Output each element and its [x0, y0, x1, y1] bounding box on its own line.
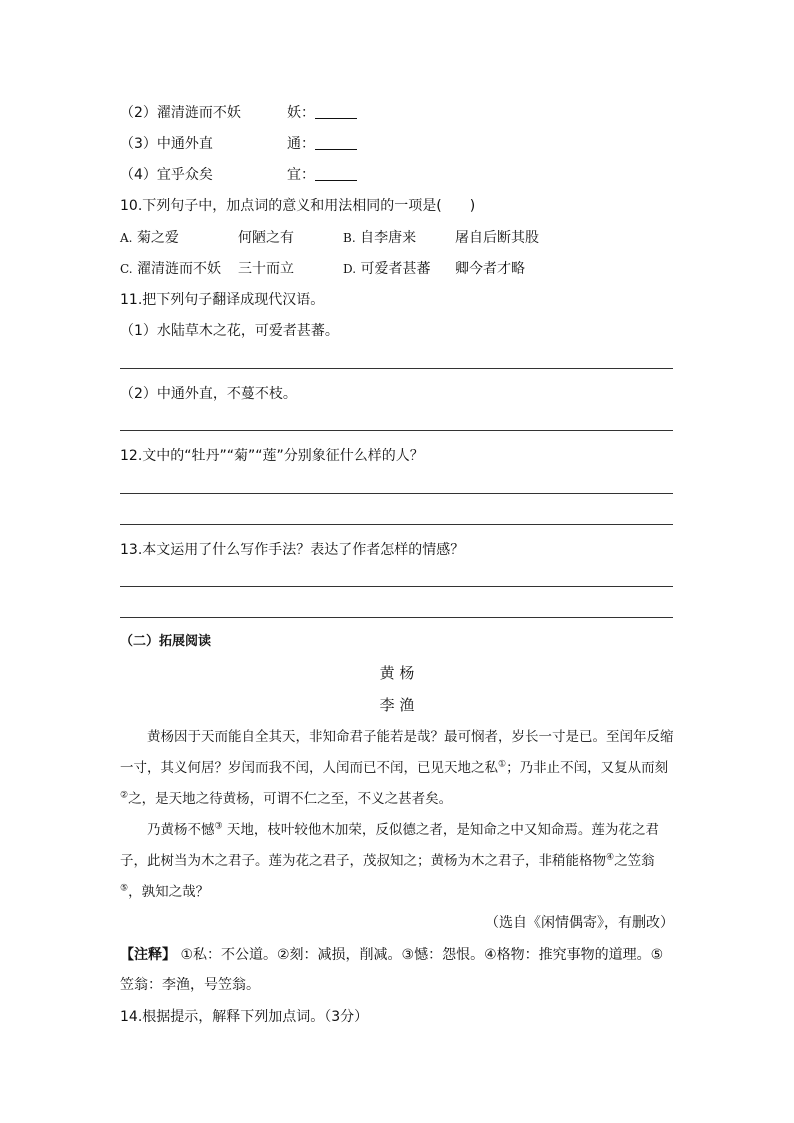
q9-item-3: （3）中通外直 [120, 136, 213, 152]
q10-option-c[interactable]: C. 濯清涟而不妖 [120, 261, 222, 277]
q10-option-d-b: 卿今者才略 [455, 261, 525, 277]
q9-item-2-target: 妖： [287, 103, 357, 123]
q12-stem: 12.文中的“牡丹”“菊”“莲”分别象征什么样的人？ [120, 448, 424, 464]
passage-paragraph-2: 乃黄杨不憾③ 天地，枝叶较他木加荣，反似德之者，是知命之中又知命焉。莲为花之君子，此树当为木之君子。莲为花之君子，茂叔知之；黄杨为木之君子，非稍能格物④之笠翁⑤，孰知之哉？ [120, 821, 659, 900]
annotation-notes [120, 940, 676, 1000]
q10-option-b-b: 屠自后断其股 [455, 230, 539, 246]
q11-stem: 11.把下列句子翻译成现代汉语。 [120, 292, 325, 308]
q10-option-d[interactable]: D. 可爱者甚蕃 [343, 261, 431, 277]
answer-blank[interactable] [315, 104, 357, 119]
q11-sub1: （1）水陆草木之花，可爱者甚蕃。 [120, 323, 339, 339]
passage-source: （选自《闲情偶寄》，有删改） [485, 915, 674, 931]
answer-line[interactable] [120, 430, 673, 431]
answer-line[interactable] [120, 617, 673, 618]
q14-stem: 14.根据提示，解释下列加点词。（3分） [120, 1009, 369, 1025]
note-label: 【注释】 [120, 947, 176, 963]
q10-stem: 10.下列句子中，加点词的意义和用法相同的一项是( ) [120, 198, 476, 214]
q9-item-3-target: 通： [287, 134, 357, 154]
q11-sub2: （2）中通外直，不蔓不枝。 [120, 386, 297, 402]
section-heading: （二）拓展阅读 [120, 634, 212, 649]
answer-blank[interactable] [315, 166, 357, 181]
note-text: ①私：不公道。②刻：减损，削减。③憾：怨恨。④格物：推究事物的道理。⑤笠翁：李渔，号笠翁。 [120, 947, 664, 993]
passage-body [120, 722, 675, 908]
q10-option-a[interactable]: A. 菊之爱 [120, 230, 179, 246]
q9-item-4: （4）宜乎众矣 [120, 167, 213, 183]
q10-option-b[interactable]: B. 自李唐来 [343, 230, 417, 246]
passage-author: 李 渔 [379, 696, 415, 714]
q9-item-2: （2）濯清涟而不妖 [120, 105, 241, 121]
answer-line[interactable] [120, 524, 673, 525]
passage-title: 黄 杨 [379, 664, 415, 682]
answer-line[interactable] [120, 493, 673, 494]
q10-option-a-b: 何陋之有 [238, 230, 294, 246]
answer-blank[interactable] [315, 135, 357, 150]
q9-item-4-target: 宜： [287, 165, 357, 185]
q13-stem: 13.本文运用了什么写作手法？表达了作者怎样的情感？ [120, 542, 465, 558]
answer-line[interactable] [120, 368, 673, 369]
passage-paragraph-1: 黄杨因于天而能自全其天，非知命君子能若是哉？最可悯者，岁长一寸是已。至闰年反缩一寸，其义何居？岁闰而我不闰，人闰而已不闰，已见天地之私①；乃非止不闰，又复从而刻②之，是天地之待黄杨，可谓不仁之至，不义之甚者矣。 [120, 729, 674, 807]
answer-line[interactable] [120, 586, 673, 587]
q10-option-c-b: 三十而立 [238, 261, 294, 277]
